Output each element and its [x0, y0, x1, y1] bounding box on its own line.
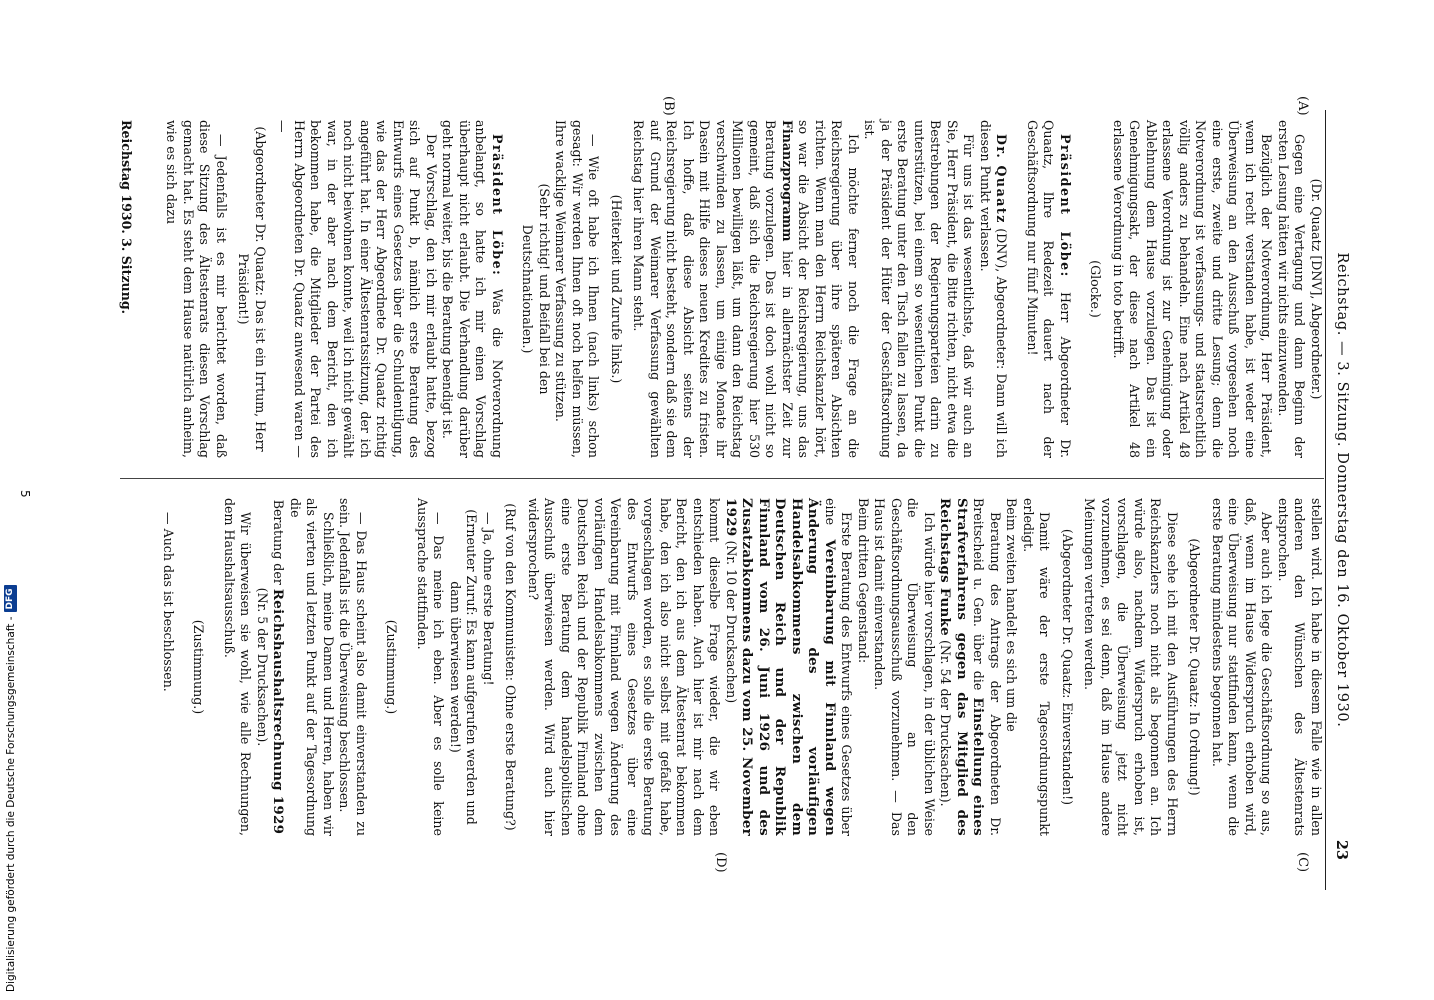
paragraph: Gegen eine Vertagung und dann Beginn der ersten Lesung hätten wir nichts einzuwenden. [1276, 120, 1308, 458]
paragraph: — Das Haus scheint also damit einverstanden zu sein. Jedenfalls ist die Überweisung beschlossen. [337, 498, 369, 836]
agenda-item: Beratung des Antrags der Abgeordneten Dr. Breitscheid u. Gen. über die Einstellung eines Strafverfahrens gegen das Mitglied des Reichstags Funke (Nr. 54 der Drucksachen). [937, 498, 1003, 836]
speaker-name: Dr. Quaatz [994, 134, 1010, 224]
running-head [1330, 120, 1350, 860]
agenda-item: Erste Beratung des Entwurfs eines Gesetzes über eine Vereinbarung mit Finnland wegen Änderung des vorläufigen Handelsabkommens zwischen dem Deutschen Reich und der Republik Finnland vom 26. Juni 1926 und des Zusatzabkommens dazu vom 25. November 1929 (Nr. 10 der Drucksachen) [723, 498, 855, 836]
stage-direction: (Sehr richtig! und Beifall bei den Deutschnationalen.) [520, 183, 552, 395]
stage-direction: (Zustimmung.) [191, 619, 207, 715]
agenda-item-title: Vereinbarung mit Finnland wegen Änderung des vorläufigen Handelsabkommens zwischen dem Deutschen Reich und der Republik Finnland vom 26. Juni 1926 und des Zusatzabkommens dazu vom 25. November 1929 [723, 498, 838, 836]
paragraph: Bezüglich der Notverordnung, Herr Präsident, wenn ich recht verstanden habe, ist weder eine Überweisung an den Ausschuß vorgesehen noch eine erste, zweite und dritte Lesung; denn die Notverordnung ist verfassungs- und staatsrechtlich völlig anders zu behandeln. Eine nach Artikel 48 erlassene Verordnung ist zur Genehmigung oder Ablehnung dem Hause vorzulegen. Das ist ein Genehmigungsakt, der diese nach Artikel 48 erlassene Verordnung in toto betrifft. [1111, 120, 1275, 458]
stage-direction: (Zustimmung.) [384, 619, 400, 715]
stage-direction: (Abgeordneter Dr. Quaatz: Einverstanden!) [1060, 528, 1075, 806]
right-column [160, 498, 1325, 836]
paragraph: Beim zweiten handelt es sich um die [1004, 498, 1020, 732]
speech-paragraph: Dr. Quaatz (DNV), Abgeordneter: Dann will ich diesen Punkt verlassen. [978, 120, 1010, 458]
speaker-name: Präsident Löbe: [490, 134, 505, 277]
digitization-credit [4, 585, 17, 992]
page-number: 5 [18, 490, 32, 498]
agenda-item-title: Einstellung eines Strafverfahrens gegen das Mitglied des Reichstags Funke [937, 498, 987, 836]
paragraph: Damit wäre der erste Tagesordnungspunkt erledigt. [1021, 498, 1053, 836]
paragraph: Ich möchte ferner noch die Frage an die Reichsregierung über ihre späteren Absichten richten. Wenn man den Herrn Reichskanzler hört, so war die Absicht der Reichsregierung, uns das Finanzprogramm hier in allernächster Zeit zur Beratung vorzulegen. Das ist doch wohl nicht so gemeint, daß sich die Reichsregierung hier 530 Millionen bewilligen läßt, um dann den Reichstag verschwinden zu lassen, um einige Monate ihr Dasein mit Hilfe dieses neuen Kredites zu fristen. Ich hoffe, daß diese Absicht seitens der Reichsregierung nicht besteht, sondern daß sie dem auf Grund der Weimarer Verfassung gewählten Reichstag hier ihren Mann steht. [631, 120, 861, 458]
paragraph: Für uns ist das wesentlichste, daß wir auch an Sie, Herr Präsident, die Bitte richten, nicht etwa die Bestrebungen der Regierungsparteien darin zu unterstützen, bei einem so wesentlichen Punkt die erste Beratung unter den Tisch fallen zu lassen, da ja der Präsident der Hüter der Geschäftsordnung ist. [862, 120, 977, 458]
paragraph: — Jedenfalls ist es mir berichtet worden, daß diese Sitzung des Ältestenrats diesen Vorschlag gemacht hat. Es steht dem Hause natürlich anheim, wie es sich dazu [164, 120, 229, 458]
margin-mark-b: (B) [661, 96, 676, 116]
running-head-title: Reichstag. — 3. Sitzung. Donnerstag den 16. Oktober 1930. [1334, 252, 1350, 728]
stage-direction: (Abgeordneter Dr. Quaatz: In Ordnung!) [1187, 538, 1203, 796]
paragraph: Beim dritten Gegenstand: [856, 498, 871, 664]
speech-paragraph: Präsident Löbe: Herr Abgeordneter Dr. Quaatz, Ihre Redezeit dauert nach der Geschäftsordnung nur fünf Minuten! [1025, 120, 1073, 459]
paragraph: Wir überweisen sie wohl, wie alle Rechnungen, dem Haushaltsausschuß. [222, 498, 254, 836]
running-head-page-number: 23 [1333, 839, 1350, 860]
margin-mark-c: (C) [1295, 852, 1310, 873]
agenda-item: Beratung der Reichshaushaltsrechnung 1929 (Nr. 5 der Drucksachen). [255, 499, 287, 835]
paragraph: Der Vorschlag, den ich mir erlaubt hatte, bezog sich auf Punkt b, nämlich erste Beratung des Entwurfs eines Gesetzes über die Schuldentilgung, wie das der Herr Abgeordnete Dr. Quaatz richtig angeführt hat. In einer Ältestenratssitzung, der ich noch nicht beiwohnen konnte, weil ich nicht gewählt war, in der aber nach dem Bericht, den ich bekommen habe, die Mitglieder der Partei des Herrn Abgeordneten Dr. Quaatz anwesend waren — — [275, 120, 439, 458]
paragraph: — Auch das ist beschlossen. [161, 512, 176, 692]
emphasis-term: Finanzprogramm [780, 120, 795, 242]
credit-text: Digitalisierung gefördert durch die Deutsche Forschungsgemeinschaft - [4, 616, 17, 992]
paragraph: — Das meine ich eben. Aber es solle keine Aussprache stattfinden. [415, 498, 447, 836]
paragraph: Schließlich, meine Damen und Herren, haben wir als vierten und letzten Punkt auf der Tagesordnung die [288, 498, 336, 836]
dfg-logo-icon: DFG [4, 585, 17, 612]
column-divider [120, 478, 1324, 479]
left-column [163, 120, 1324, 458]
header-rule [1325, 110, 1326, 890]
margin-mark-d: (D) [713, 852, 728, 873]
speech-paragraph: Präsident Löbe: Was die Notverordnung anbelangt, so hatte ich mir einen Vorschlag überhaupt nicht erlaubt. Die Verhandlung darüber geht normal weiter, bis die Beratung beendigt ist. [440, 120, 505, 458]
speaker-name: Präsident Löbe: [1058, 134, 1073, 278]
paragraph: Ich würde hier vorschlagen, in der üblichen Weise die Überweisung an den Geschäftsordnungsausschuß vorzunehmen. — Das Haus ist damit einverstanden. [872, 498, 937, 836]
paragraph: Diese sehe ich mit den Ausführungen des Herrn Reichskanzlers noch nicht als begonnen an. Ich würde also, nachdem Widerspruch erhoben ist, vorschlagen, die Überweisung jetzt nicht vorzunehmen, es sei denn, daß im Hause andere Meinungen vertreten werden. [1082, 498, 1180, 836]
agenda-item-title: Reichshaushaltsrechnung 1929 [270, 588, 287, 835]
paragraph: stellen wird. Ich habe in diesem Falle wie in allen anderen den Wünschen des Ältestenrats entsprochen. [1276, 498, 1324, 836]
paragraph: — Wie oft habe ich Ihnen (nach links) schon gesagt: Wir werden Ihnen oft noch helfen müssen, Ihre wacklige Weimarer Verfassung zu stützen. [553, 120, 602, 458]
speaker-continuation: (Dr. Quaatz [DNV], Abgeordneter.) [1309, 178, 1324, 400]
stage-direction: (Abgeordneter Dr. Quaatz: Das ist ein Irrtum, Herr Präsident!) [236, 126, 268, 452]
paragraph: Aber auch ich lege die Geschäftsordnung so aus, daß, wenn im Hause Widerspruch erhoben wird, eine Überweisung nur stattfinden kann, wenn die erste Beratung mindestens begonnen hat. [1210, 498, 1275, 836]
stage-direction: (Erneuter Zuruf: Es kann aufgerufen werden und dann überwiesen werden!) [448, 509, 480, 825]
stage-direction: (Glocke.) [1088, 260, 1104, 318]
paragraph: kommt dieselbe Frage wieder, die wir eben entschieden haben. Auch hier ist mir nach dem Bericht, den ich aus dem Ältestenrat bekommen habe, den ich also nicht selbst mit gefaßt habe, vorgeschlagen worden, es solle die erste Beratung des Entwurfs eines Gesetzes über eine Vereinbarung mit Finnland wegen Änderung des vorläufigen Handelsabkommens zwischen dem Deutschen Reich und der Republik Finnland ohne eine erste Beratung dem handelspolitischen Ausschuß überwiesen werden. Wird auch hier widersprochen? [526, 498, 723, 836]
paragraph: — Ja, ohne erste Beratung! [481, 512, 496, 686]
stage-direction: (Ruf von den Kommunisten: Ohne erste Beratung?) [503, 503, 519, 831]
page-footer: Reichstag 1930. 3. Sitzung. [119, 120, 134, 315]
stage-direction: (Heiterkeit und Zurufe links.) [609, 194, 624, 384]
margin-mark-a: (A) [1295, 96, 1310, 116]
